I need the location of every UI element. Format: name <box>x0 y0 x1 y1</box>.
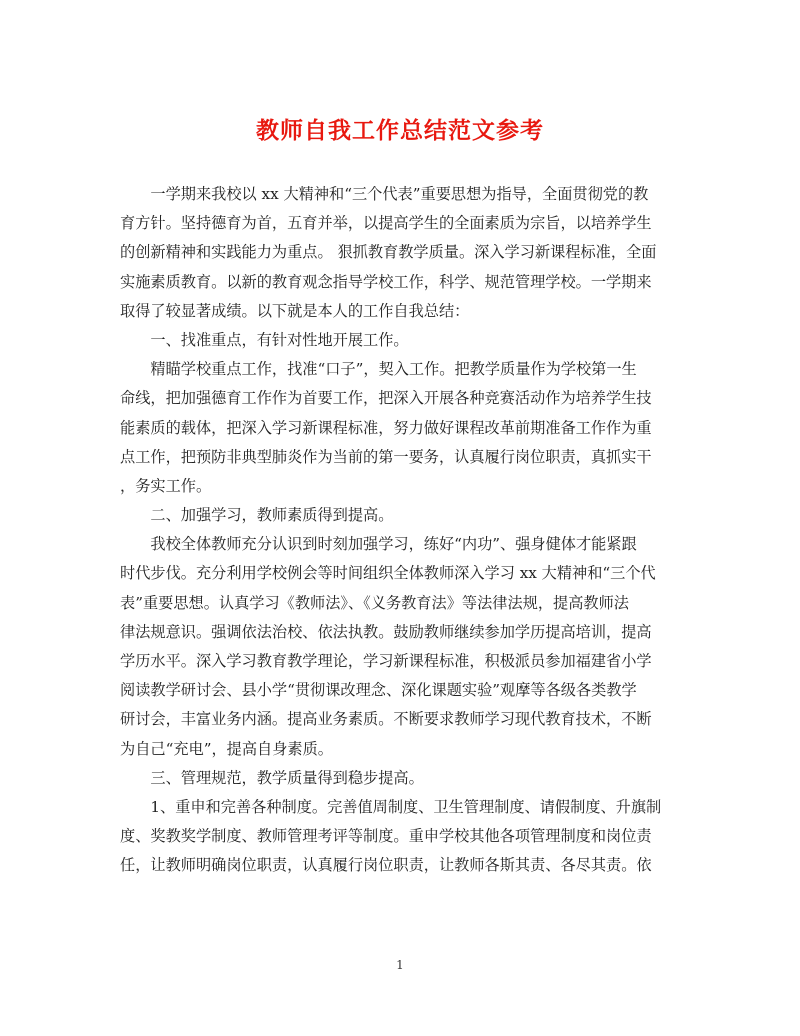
page-number: 1 <box>396 958 404 972</box>
body-line: 精瞄学校重点工作，找准“口子”，契入工作。把教学质量作为学校第一生 <box>120 360 637 379</box>
body-line: 能素质的载体，把深入学习新课程标准，努力做好课程改革前期准备工作作为重 <box>120 418 652 437</box>
body-line: 命线，把加强德育工作作为首要工作，把深入开展各种竞赛活动作为培养学生技 <box>120 389 652 408</box>
body-line: 任，让教师明确岗位职责，认真履行岗位职责，让教师各斯其责、各尽其责。依 <box>120 856 652 875</box>
body-line: 时代步伐。充分利用学校例会等时间组织全体教师深入学习 xx 大精神和“三个代 <box>120 564 656 583</box>
body-line: 为自己“充电”，提高自身素质。 <box>120 739 333 758</box>
section-heading: 三、管理规范，教学质量得到稳步提高。 <box>120 768 424 787</box>
body-line: 我校全体教师充分认识到时刻加强学习，练好“内功”、强身健体才能紧跟 <box>120 535 637 554</box>
section-heading: 一、找准重点，有针对性地开展工作。 <box>120 330 409 349</box>
body-line: 1、重申和完善各种制度。完善值周制度、卫生管理制度、请假制度、升旗制 <box>120 797 662 816</box>
document-body <box>120 180 685 881</box>
body-line: 律法规意识。强调依法治校、依法执教。鼓励教师继续参加学历提高培训，提高 <box>120 622 652 641</box>
body-line: 的创新精神和实践能力为重点。 狠抓教育教学质量。深入学习新课程标准，全面 <box>120 243 657 262</box>
body-line: 取得了较显著成绩。以下就是本人的工作自我总结： <box>120 301 470 320</box>
body-line: 研讨会，丰富业务内涵。提高业务素质。不断要求教师学习现代教育技术，不断 <box>120 710 652 729</box>
section-heading: 二、加强学习，教师素质得到提高。 <box>120 506 394 525</box>
document-title: 教师自我工作总结范文参考 <box>256 117 544 144</box>
body-line: 学历水平。深入学习教育教学理论，学习新课程标准，积极派员参加福建省小学 <box>120 652 652 670</box>
body-line: 实施素质教育。以新的教育观念指导学校工作，科学、规范管理学校。一学期来 <box>120 272 652 291</box>
body-line: 点工作，把预防非典型肺炎作为当前的第一要务，认真履行岗位职责，真抓实干 <box>120 447 652 466</box>
body-line: 度、奖教奖学制度、教师管理考评等制度。重申学校其他各项管理制度和岗位责 <box>120 827 652 846</box>
body-line: 一学期来我校以 xx 大精神和“三个代表”重要思想为指导，全面贯彻党的教 <box>120 185 649 203</box>
body-line: ，务实工作。 <box>120 476 212 495</box>
body-line: 表”重要思想。认真学习《教师法》、《义务教育法》等法律法规，提高教师法 <box>120 593 629 612</box>
body-line: 阅读教学研讨会、县小学“贯彻课改理念、深化课题实验”观摩等各级各类教学 <box>120 681 637 700</box>
body-line: 育方针。坚持德育为首，五育并举，以提高学生的全面素质为宗旨，以培养学生 <box>120 214 652 233</box>
